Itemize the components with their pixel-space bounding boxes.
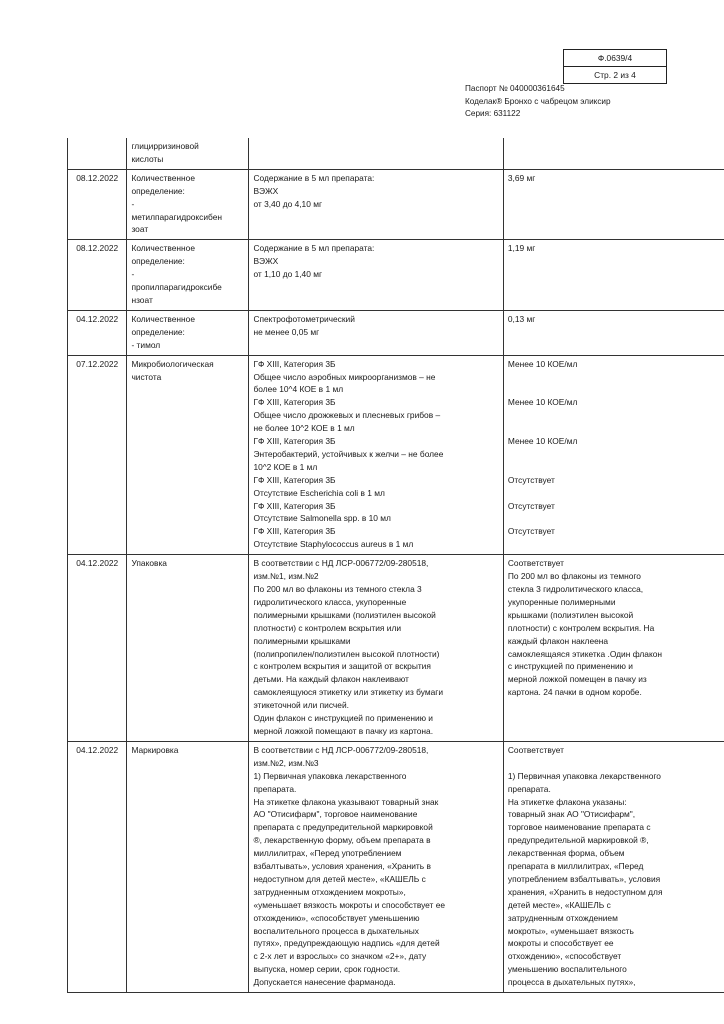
cell-requirement: ГФ XIII, Категория 3Б Общее число аэробных микроорганизмов – не более 10^4 КОЕ в 1 мл ГФ XIII, Категория 3Б Общее число дрожжевых и плесневых грибов – не более 10^2 КОЕ в 1 мл ГФ XIII, Категория 3Б Энтеробактерий, устойчивых к желчи – не более 10^2 КОЕ в 1 мл ГФ XIII, Категория 3Б Отсутствие Escherichia coli в 1 мл ГФ XIII, Категория 3Б Отсутствие Salmonella spp. в 10 мл ГФ XIII, Категория 3Б Отсутствие Staphylococcus aureus в 1 мл <box>249 355 503 555</box>
cell-result: Менее 10 КОЕ/мл Менее 10 КОЕ/мл Менее 10 КОЕ/мл Отсутствует Отсутствует Отсутствует <box>503 355 724 555</box>
cell-requirement: В соответствии с НД ЛСР-006772/09-280518, изм.№1, изм.№2 По 200 мл во флаконы из темного стекла 3 гидролитического класса, укупоренные полимерными крышками (полиэтилен высокой плотности) с контролем вскрытия или полимерными крышками (полипропилен/полиэтилен высокой плотности) с контролем вскрытия и защитой от вскрытия детьми. На каждый флакон наклеивают самоклеящуюся этикетку или этикетку из бумаги этикеточной или писчей. Один флакон с инструкцией по применению и мерной ложкой помещают в пачку из картона. <box>249 555 503 742</box>
cell-date <box>68 138 127 169</box>
cell-requirement <box>249 138 503 169</box>
cell-date: 07.12.2022 <box>68 355 127 555</box>
cell-date: 04.12.2022 <box>68 555 127 742</box>
cell-indicator: Маркировка <box>127 741 249 992</box>
cell-requirement: В соответствии с НД ЛСР-006772/09-280518, изм.№2, изм.№3 1) Первичная упаковка лекарственного препарата. На этикетке флакона указывают товарный знак АО "Отисифарм", торговое наименование препарата с предупредительной маркировкой ®, лекарственную форму, объем препарата в миллилитрах, «Перед употреблением взбалтывать», условия хранения, «Хранить в недоступном для детей месте», «КАШЕЛЬ с затрудненным отхождением мокроты», «уменьшает вязкость мокроты и способствует ее отхождению», «способствует уменьшению воспалительного процесса в дыхательных путях», предупреждающую надпись «для детей с 2-х лет и взрослых» со значком «2+», дату выпуска, номер серии, срок годности. Допускается нанесение фарманода. <box>249 741 503 992</box>
cell-result: 3,69 мг <box>503 169 724 240</box>
cell-result <box>503 138 724 169</box>
cell-indicator: глицирризиновой кислоты <box>127 138 249 169</box>
cell-result: Соответствует 1) Первичная упаковка лекарственного препарата. На этикетке флакона указаны: товарный знак АО "Отисифарм", торговое наименование препарата с предупредительной маркировкой ®, лекарственная форма, объем препарата в миллилитрах, «Перед употреблением взбалтывать», условия хранения, «Хранить в недоступном для детей месте», «КАШЕЛЬ с затрудненным отхождением мокроты», «уменьшает вязкость мокроты и способствует ее отхождению», «способствует уменьшению воспалительного процесса в дыхательных путях», <box>503 741 724 992</box>
cell-result: 0,13 мг <box>503 310 724 355</box>
cell-indicator: Количественное определение: - тимол <box>127 310 249 355</box>
page-number: Стр. 2 из 4 <box>564 66 666 83</box>
test-results-table <box>67 138 724 993</box>
cell-date: 08.12.2022 <box>68 169 127 240</box>
cell-indicator: Количественное определение: - пропилпарагидроксибе нзоат <box>127 240 249 311</box>
cell-indicator: Упаковка <box>127 555 249 742</box>
form-code-box <box>563 49 667 84</box>
cell-indicator: Количественное определение: - метилпарагидроксибен зоат <box>127 169 249 240</box>
cell-date: 04.12.2022 <box>68 741 127 992</box>
product-name: Коделак® Бронхо с чабрецом эликсир <box>465 96 611 106</box>
cell-result: 1,19 мг <box>503 240 724 311</box>
table-row <box>68 355 724 555</box>
series-number: Серия: 631122 <box>465 109 521 118</box>
form-code: Ф.0639/4 <box>597 53 633 63</box>
table-row <box>68 310 724 355</box>
table-row <box>68 555 724 742</box>
cell-indicator: Микробиологическая чистота <box>127 355 249 555</box>
passport-number: Паспорт № 040000361645 <box>465 84 565 93</box>
table-row <box>68 741 724 992</box>
passport-header <box>465 83 611 121</box>
cell-date: 04.12.2022 <box>68 310 127 355</box>
cell-requirement: Содержание в 5 мл препарата: ВЭЖХ от 1,10 до 1,40 мг <box>249 240 503 311</box>
cell-date: 08.12.2022 <box>68 240 127 311</box>
table-row <box>68 240 724 311</box>
table-row <box>68 169 724 240</box>
cell-result: Соответствует По 200 мл во флаконы из темного стекла 3 гидролитического класса, укупоренные полимерными крышками (полиэтилен высокой плотности) с контролем вскрытия. На каждый флакон наклеена самоклеящаяся этикетка .Один флакон с инструкцией по применению и мерной ложкой помещен в пачку из картона. 24 пачки в одном коробе. <box>503 555 724 742</box>
table-row <box>68 138 724 169</box>
cell-requirement: Спектрофотометрический не менее 0,05 мг <box>249 310 503 355</box>
cell-requirement: Содержание в 5 мл препарата: ВЭЖХ от 3,40 до 4,10 мг <box>249 169 503 240</box>
